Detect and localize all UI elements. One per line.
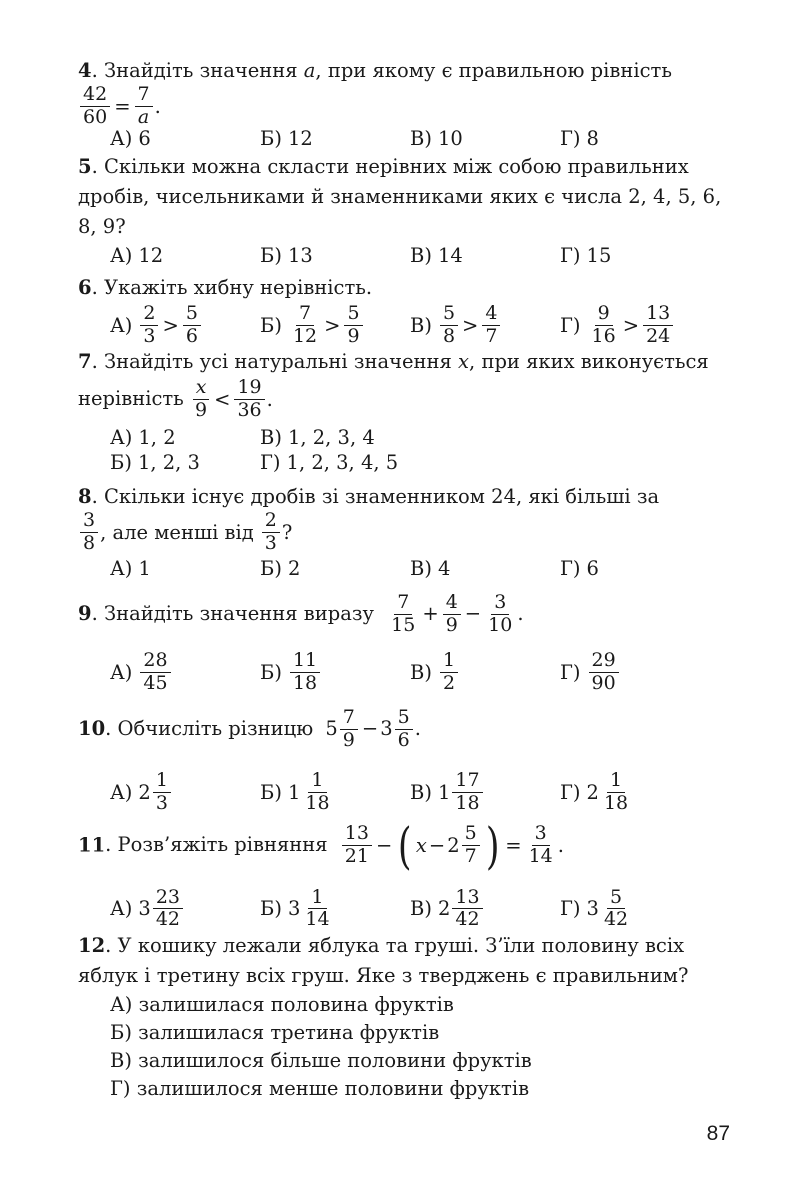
option-b[interactable]: Б) 13	[260, 243, 313, 267]
option-v[interactable]: В) 1 2	[410, 650, 560, 695]
question-number: 5	[78, 154, 92, 178]
question-number: 4	[78, 59, 92, 82]
option-b[interactable]: Б) 3 1 14	[260, 885, 330, 931]
option-v[interactable]: В) залишилося більше половини фруктів	[110, 1049, 532, 1073]
option-g[interactable]: Г) 2 1 18	[560, 768, 629, 814]
fraction: $\frac{7}{a}$	[135, 84, 153, 129]
option-b[interactable]: Б) 7 12 > 5 9	[260, 303, 410, 348]
expression: 5 7 9 − 3 5 6 .	[325, 706, 421, 751]
answer-options	[110, 127, 738, 150]
option-v[interactable]: В) 1 17 18	[410, 770, 560, 815]
question-8: 8. Скільки існує дробів зі знаменником 24, які більші за 3 8 , але менші від 2 3 ? А) 1 Б) 2 В) 4 Г) 6	[78, 482, 738, 580]
option-a[interactable]: А) 1, 2	[110, 426, 176, 450]
answer-options	[110, 426, 738, 449]
page-number: 87	[706, 1122, 730, 1145]
answer-options	[110, 770, 738, 815]
option-v[interactable]: В) 2 13 42	[410, 887, 560, 932]
question-9: 9. Знайдіть значення виразу 7 15 + $\frac{4}{9}$ − $\frac{3}{10}$ . А) 28 45 Б) 11 18 В) 1 2 Г) 29 90	[78, 592, 738, 695]
option-b[interactable]: Б) 2	[260, 556, 301, 580]
option-a[interactable]: А) залишилася половина фруктів	[110, 993, 454, 1017]
option-v[interactable]: В) 1, 2, 3, 4	[260, 426, 375, 450]
option-a[interactable]: А) 12	[110, 243, 164, 267]
option-v[interactable]: В) 4	[410, 556, 451, 580]
question-10: 10. Обчисліть різницю 5 7 9 − 3 5 6 . А) 2 1 3 Б) 1 1 18 В) 1 17 18 Г) 2 1 18	[78, 707, 738, 814]
option-a[interactable]: А) 6	[110, 126, 151, 150]
option-a[interactable]: А) 1	[110, 556, 151, 580]
option-g[interactable]: Г) 1, 2, 3, 4, 5	[260, 451, 399, 475]
answer-options	[110, 887, 738, 932]
question-number: 8	[78, 485, 92, 509]
option-g[interactable]: Г) 3 5 42	[560, 885, 629, 931]
fraction: $\frac{42}{60}$	[80, 84, 110, 129]
question-5: 5. Скільки можна скласти нерівних між собою правильних дробів, чисельниками й знаменниками яких є числа 2, 4, 5, 6, 8, 9? А) 12 Б) 13 В) 14 Г) 15	[78, 152, 738, 267]
option-b[interactable]: Б) 11 18	[260, 650, 410, 695]
option-a[interactable]: А) 28 45	[110, 650, 260, 695]
question-number: 11	[78, 833, 106, 856]
option-v[interactable]: В) 10	[410, 126, 463, 150]
option-b[interactable]: Б) 1 1 18	[260, 768, 330, 814]
expression: 7 15 + $\frac{4}{9}$ − $\frac{3}{10}$ .	[391, 590, 524, 636]
option-g[interactable]: Г) 15	[560, 243, 612, 267]
question-number: 10	[78, 716, 106, 740]
answer-options	[110, 451, 738, 474]
option-g[interactable]: Г) 8	[560, 126, 599, 150]
question-number: 12	[78, 934, 106, 958]
option-a[interactable]: А) 3 23 42	[110, 887, 260, 932]
answer-options	[110, 244, 738, 267]
option-g[interactable]: Г) 6	[560, 556, 599, 580]
answer-options	[110, 650, 738, 695]
fraction: 2 3	[262, 510, 280, 555]
page-content	[78, 56, 738, 1103]
option-b[interactable]: Б) 12	[260, 126, 313, 150]
question-4: 4. Знайдіть значення a, при якому є правильною рівність $\frac{42}{60}$ = $\frac{7}{a}$ . А) 6 Б) 12 В) 10 Г) 8	[78, 56, 738, 150]
option-v[interactable]: В) 5 8 > 4 7	[410, 303, 560, 348]
answer-options	[110, 991, 738, 1103]
question-number: 9	[78, 601, 92, 625]
option-b[interactable]: Б) 1, 2, 3	[110, 451, 200, 475]
question-number: 7	[78, 350, 92, 374]
option-b[interactable]: Б) залишилася третина фруктів	[110, 1021, 440, 1045]
equation: 13 21 − ( x − 2 5 7 ) = $\frac{3}{14}$ .	[340, 821, 564, 871]
question-7: 7. Знайдіть усі натуральні значення x, при яких виконується нерівність x 9 < 19 36 . А) 1, 2 В) 1, 2, 3, 4 Б) 1, 2, 3 Г) 1, 2, 3, 4, 5	[78, 347, 738, 474]
option-a[interactable]: А) 2 1 3	[110, 770, 260, 815]
answer-options	[110, 557, 738, 580]
fraction: 3 8	[80, 510, 98, 555]
question-6: 6. Укажіть хибну нерівність. А) 2 3 > 5 6 Б) 7 12 > 5 9 В) 5 8 > 4 7 Г) 9 16 > 13 24	[78, 273, 738, 348]
equation: $\frac{42}{60}$ = $\frac{7}{a}$ .	[78, 84, 161, 129]
answer-options	[110, 303, 738, 348]
option-g[interactable]: Г) залишилося менше половини фруктів	[110, 1077, 530, 1101]
option-g[interactable]: Г) 29 90	[560, 650, 710, 695]
inequality: x 9 < 19 36 .	[190, 377, 273, 422]
option-g[interactable]: Г) 9 16 > 13 24	[560, 303, 710, 348]
question-number: 6	[78, 275, 92, 299]
question-11: 11. Розв’яжіть рівняння 13 21 − ( x − 2 5 7 ) = $\frac{3}{14}$ . А) 3 23 42 Б) 3 1 14 В) 2 13 42 Г) 3 5 42	[78, 821, 738, 932]
option-v[interactable]: В) 14	[410, 243, 463, 267]
question-12: 12. У кошику лежали яблука та груші. З’їли половину всіх яблук і третину всіх груш. Яке з тверджень є правильним? А) залишилася половина фруктів Б) залишилася третина фруктів В) залишилося більше половини фруктів Г) залишилося менше половини фруктів	[78, 931, 738, 1103]
option-a[interactable]: А) 2 3 > 5 6	[110, 303, 260, 348]
